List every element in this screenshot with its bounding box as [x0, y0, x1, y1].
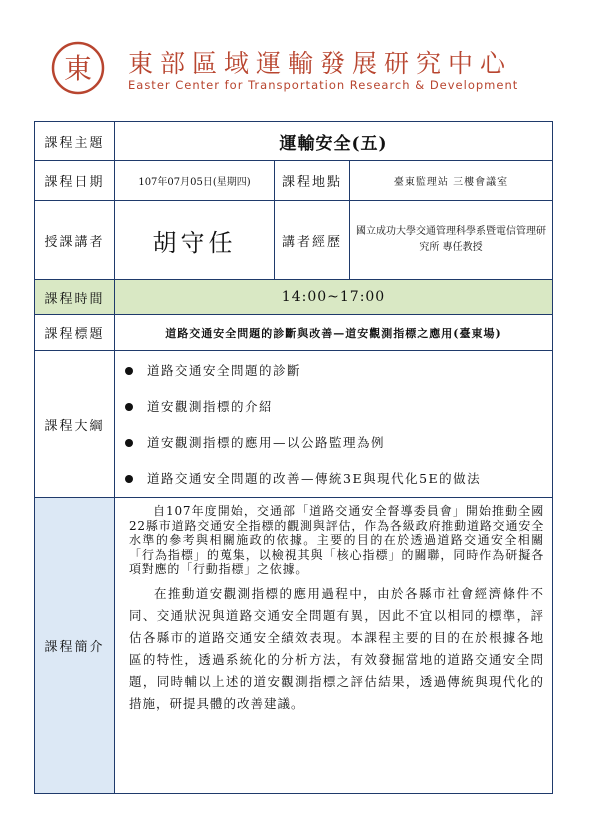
bullet-icon	[125, 475, 133, 483]
course-location: 臺東監理站 三樓會議室	[350, 161, 553, 201]
row-time	[35, 280, 553, 315]
label-topic: 課程標題	[35, 315, 115, 351]
outline-list	[115, 351, 552, 497]
outline-cell	[115, 351, 553, 498]
center-logo-icon	[50, 40, 106, 96]
row-outline	[35, 351, 553, 498]
label-theme: 課程主題	[35, 122, 115, 161]
header	[50, 34, 550, 104]
label-location: 課程地點	[275, 161, 350, 201]
course-time: 14:00~17:00	[115, 280, 553, 315]
intro-paragraph-1: 自107年度開始，交通部「道路交通安全督導委員會」開始推動全國22縣市道路交通安全指標的觀測與評估，作為各級政府推動道路交通安全水準的參考與相關施政的依據。主要的目的在於透過道路交通安全相關「行為指標」的蒐集，以檢視其與「核心指標」的關聯，同時作為研擬各項對應的「行動指標」之依據。	[129, 504, 545, 576]
row-theme	[35, 122, 553, 161]
svg-text:東: 東	[63, 52, 93, 85]
lecturer-name: 胡守任	[115, 201, 275, 280]
bullet-icon	[125, 367, 133, 375]
list-item: 道安觀測指標的介紹	[125, 389, 552, 425]
org-name-cn: 東部區域運輸發展研究中心	[128, 49, 513, 78]
label-background: 講者經歷	[275, 201, 350, 280]
course-date: 107年07月05日(星期四)	[115, 161, 275, 201]
intro-paragraph-2: 在推動道安觀測指標的應用過程中，由於各縣市社會經濟條件不同、交通狀況與道路交通安全問題有異，因此不宜以相同的標準，評估各縣市的道路交通安全績效表現。本課程主要的目的在於根據各地區的特性，透過系統化的分析方法，有效發掘當地的道路交通安全問題，同時輔以上述的道安觀測指標之評估結果，透過傳統與現代化的措施，研提具體的改善建議。	[129, 585, 545, 711]
list-item: 道安觀測指標的應用—以公路監理為例	[125, 425, 552, 461]
intro-cell	[115, 498, 553, 794]
row-intro	[35, 498, 553, 794]
course-info-table	[34, 121, 553, 794]
bullet-icon	[125, 403, 133, 411]
label-time: 課程時間	[35, 280, 115, 315]
org-name-en: Easter Center for Transportation Research & Development	[128, 78, 519, 92]
label-outline: 課程大綱	[35, 351, 115, 498]
label-intro: 課程簡介	[35, 498, 115, 794]
bullet-icon	[125, 439, 133, 447]
list-item: 道路交通安全問題的改善—傳統3E與現代化5E的做法	[125, 461, 552, 497]
label-date: 課程日期	[35, 161, 115, 201]
lecturer-background: 國立成功大學交通管理科學系暨電信管理研究所 專任教授	[350, 201, 553, 280]
label-lecturer: 授課講者	[35, 201, 115, 280]
course-topic: 道路交通安全問題的診斷與改善—道安觀測指標之應用(臺東場)	[115, 315, 553, 351]
list-item: 道路交通安全問題的診斷	[125, 353, 552, 389]
row-lecturer	[35, 201, 553, 280]
row-topic	[35, 315, 553, 351]
row-date	[35, 161, 553, 201]
course-theme: 運輸安全(五)	[115, 122, 553, 161]
